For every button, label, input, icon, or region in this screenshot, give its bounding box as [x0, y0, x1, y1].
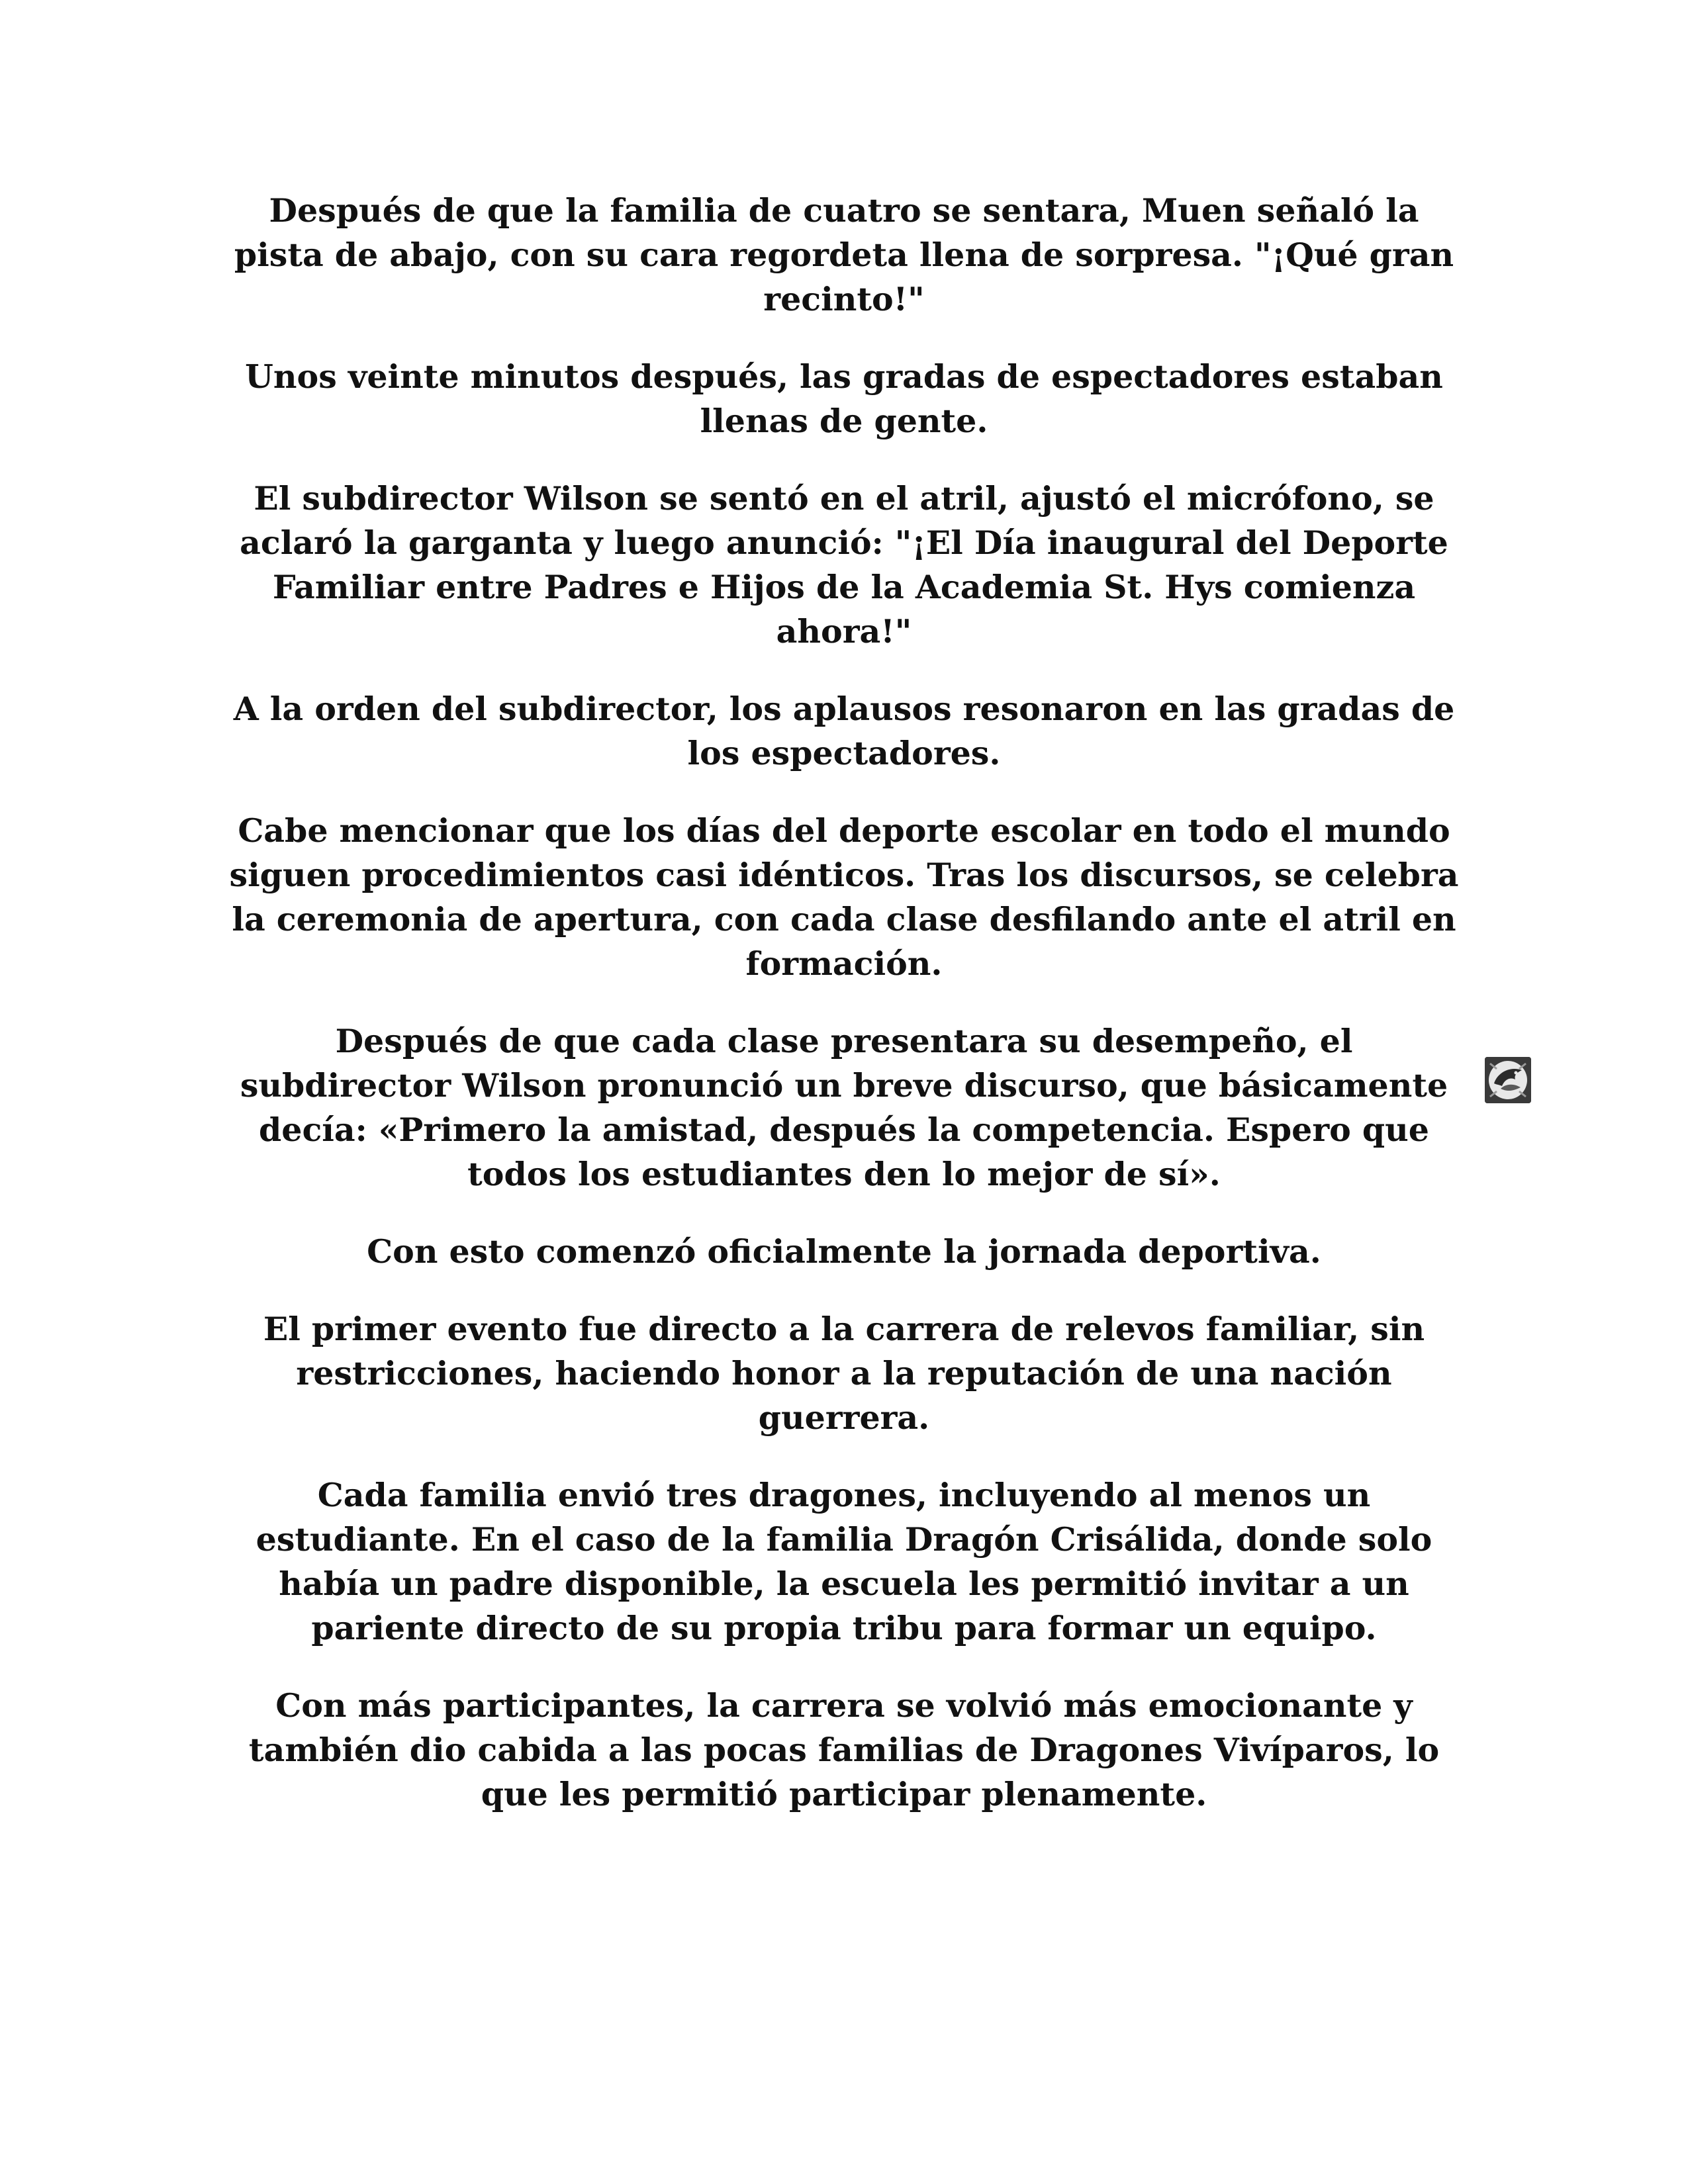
paragraph-2: Unos veinte minutos después, las gradas de espectadores estaban llenas de gente.	[245, 357, 1443, 440]
dragon-emblem-icon	[1485, 1057, 1531, 1103]
paragraph-3: El subdirector Wilson se sentó en el atril, ajustó el micrófono, se aclaró la garganta y luego anunció: "¡El Día inaugural del Deporte Familiar entre Padres e Hijos de la Academia St. Hys comienza ahora!"	[240, 479, 1448, 651]
paragraph-10: Con más participantes, la carrera se volvió más emocionante y también dio cabida a las pocas familias de Dragones Vivíparos, lo que les permitió participar plenamente.	[248, 1686, 1440, 1813]
paragraph-4: A la orden del subdirector, los aplausos resonaron en las gradas de los espectadores.	[233, 690, 1455, 772]
paragraph-5: Cabe mencionar que los días del deporte escolar en todo el mundo siguen procedimientos casi idénticos. Tras los discursos, se celebra la ceremonia de apertura, con cada clase desfilando ante el atril en formación.	[229, 811, 1459, 983]
text-column	[228, 189, 1460, 1850]
paragraph-8: El primer evento fue directo a la carrera de relevos familiar, sin restricciones, haciendo honor a la reputación de una nación guerrera.	[263, 1310, 1425, 1437]
paragraph-7: Con esto comenzó oficialmente la jornada deportiva.	[367, 1232, 1321, 1271]
paragraph-9: Cada familia envió tres dragones, incluyendo al menos un estudiante. En el caso de la familia Dragón Crisálida, donde solo había un padre disponible, la escuela les permitió invitar a un pariente directo de su propia tribu para formar un equipo.	[256, 1476, 1432, 1647]
paragraph-1: Después de que la familia de cuatro se sentara, Muen señaló la pista de abajo, con su cara regordeta llena de sorpresa. "¡Qué gran recinto!"	[234, 191, 1454, 318]
paragraph-6: Después de que cada clase presentara su desempeño, el subdirector Wilson pronunció un breve discurso, que básicamente decía: «Primero la amistad, después la competencia. Espero que todos los estudiantes den lo mejor de sí».	[240, 1022, 1448, 1193]
